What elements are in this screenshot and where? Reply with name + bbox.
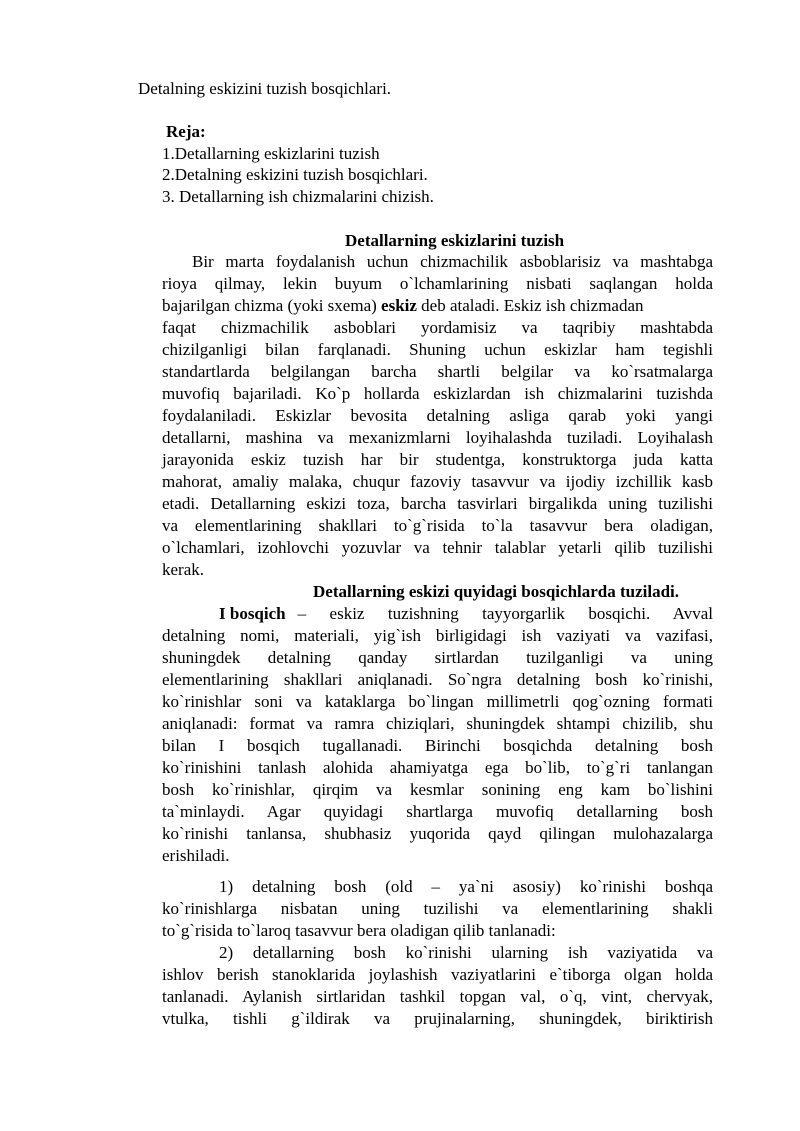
paragraph-line: bosh ko`rinishlar, qirqim va kesmlar sonining eng kam bo`lishini [162,780,713,799]
paragraph-line: I bosqich – eskiz tuzishning tayyorgarlik bosqichi. Avval [219,604,713,623]
list-item-line: tanlanadi. Aylanish sirtlaridan tashkil topgan val, o`q, vint, chervyak, [162,987,713,1006]
paragraph-line: elementlarining shakllari aniqlanadi. So`ngra detalning bosh ko`rinishi, [162,670,713,689]
stage-label: I bosqich [219,604,286,623]
list-item-line: vtulka, tishli g`ildirak va prujinalarning, shuningdek, biriktirish [162,1009,713,1028]
paragraph-line: ko`rinishi tanlansa, shubhasiz yuqorida qayd qilingan mulohazalarga [162,824,713,843]
paragraph-line: Bir marta foydalanish uchun chizmachilik asboblarisiz va mashtabga [192,252,713,271]
plan-item: 1.Detallarning eskizlarini tuzish [162,144,380,163]
paragraph-line: aniqlanadi: format va ramra chiziqlari, shuningdek shtampi chizilib, shu [162,714,713,733]
paragraph-line: ko`rinishlar soni va kataklarga bo`lingan millimetrli qog`ozning formati [162,692,713,711]
paragraph-line: ko`rinishini tanlash alohida ahamiyatga ega bo`lib, to`g`ri tanlangan [162,758,713,777]
paragraph-line: shuningdek detalning qanday sirtlardan tuzilganligi va uning [162,648,713,667]
section-heading: Detallarning eskizlarini tuzish [345,231,565,250]
paragraph-line: kerak. [162,560,205,579]
paragraph-line: detallarni, mashina va mexanizmlarni loyihalashda tuziladi. Loyihalash [162,428,713,447]
paragraph-line: muvofiq bajariladi. Ko`p hollarda eskizlardan ish chizmalarini tuzishda [162,384,713,403]
term-eskiz: eskiz [381,296,417,315]
list-item-line: ko`rinishlarga nisbatan uning tuzilishi va elementlarining shakli [162,899,713,918]
list-item-line: to`g`risida to`laroq tasavvur bera oladigan qilib tanlanadi: [162,921,556,940]
paragraph-line: erishiladi. [162,846,230,865]
paragraph-line: va elementlarining shakllari to`g`risida to`la tasavvur bera oladigan, [162,516,713,535]
paragraph-line: foydalaniladi. Eskizlar bevosita detalning asliga qarab yoki yangi [162,406,713,425]
paragraph-line: standartlarda belgilangan barcha shartli belgilar va ko`rsatmalarga [162,362,713,381]
paragraph-line: o`lchamlari, izohlovchi yozuvlar va tehnir talablar yetarli qilib tuzilishi [162,538,713,557]
section-heading: Detallarning eskizi quyidagi bosqichlarda tuziladi. [313,582,680,601]
plan-item: 3. Detallarning ish chizmalarini chizish. [162,187,434,206]
plan-heading: Reja: [166,122,206,141]
list-item-line: 1) detalning bosh (old – ya`ni asosiy) ko`rinishi boshqa [219,877,713,896]
paragraph-line: chizilganligi bilan farqlanadi. Shuning uchun eskizlar ham tegishli [162,340,713,359]
paragraph-line: bilan I bosqich tugallanadi. Birinchi bosqichda detalning bosh [162,736,713,755]
paragraph-line: jarayonida eskiz tuzish har bir studentga, konstruktorga juda katta [162,450,713,469]
paragraph-line: mahorat, amaliy malaka, chuqur fazoviy tasavvur va ijodiy izchillik kasb [162,472,713,491]
paragraph-line: ta`minlaydi. Agar quyidagi shartlarga muvofiq detallarning bosh [162,802,713,821]
plan-item: 2.Detalning eskizini tuzish bosqichlari. [162,165,428,184]
paragraph-line: etadi. Detallarning eskizi toza, barcha tasvirlari birgalikda uning tuzilishi [162,494,713,513]
paragraph-line: bajarilgan chizma (yoki sxema) eskiz deb ataladi. Eskiz ish chizmadan [162,296,644,315]
paragraph-line: faqat chizmachilik asboblari yordamisiz va taqribiy mashtabda [162,318,713,337]
list-item-line: ishlov berish stanoklarida joylashish vaziyatlarini e`tiborga olgan holda [162,965,713,984]
paragraph-line: rioya qilmay, lekin buyum o`lchamlarining nisbati saqlangan holda [162,274,713,293]
paragraph-line: detalning nomi, materiali, yig`ish birligidagi ish vaziyati va vazifasi, [162,626,713,645]
document-title: Detalning eskizini tuzish bosqichlari. [138,79,392,98]
list-item-line: 2) detallarning bosh ko`rinishi ularning ish vaziyatida va [219,943,713,962]
